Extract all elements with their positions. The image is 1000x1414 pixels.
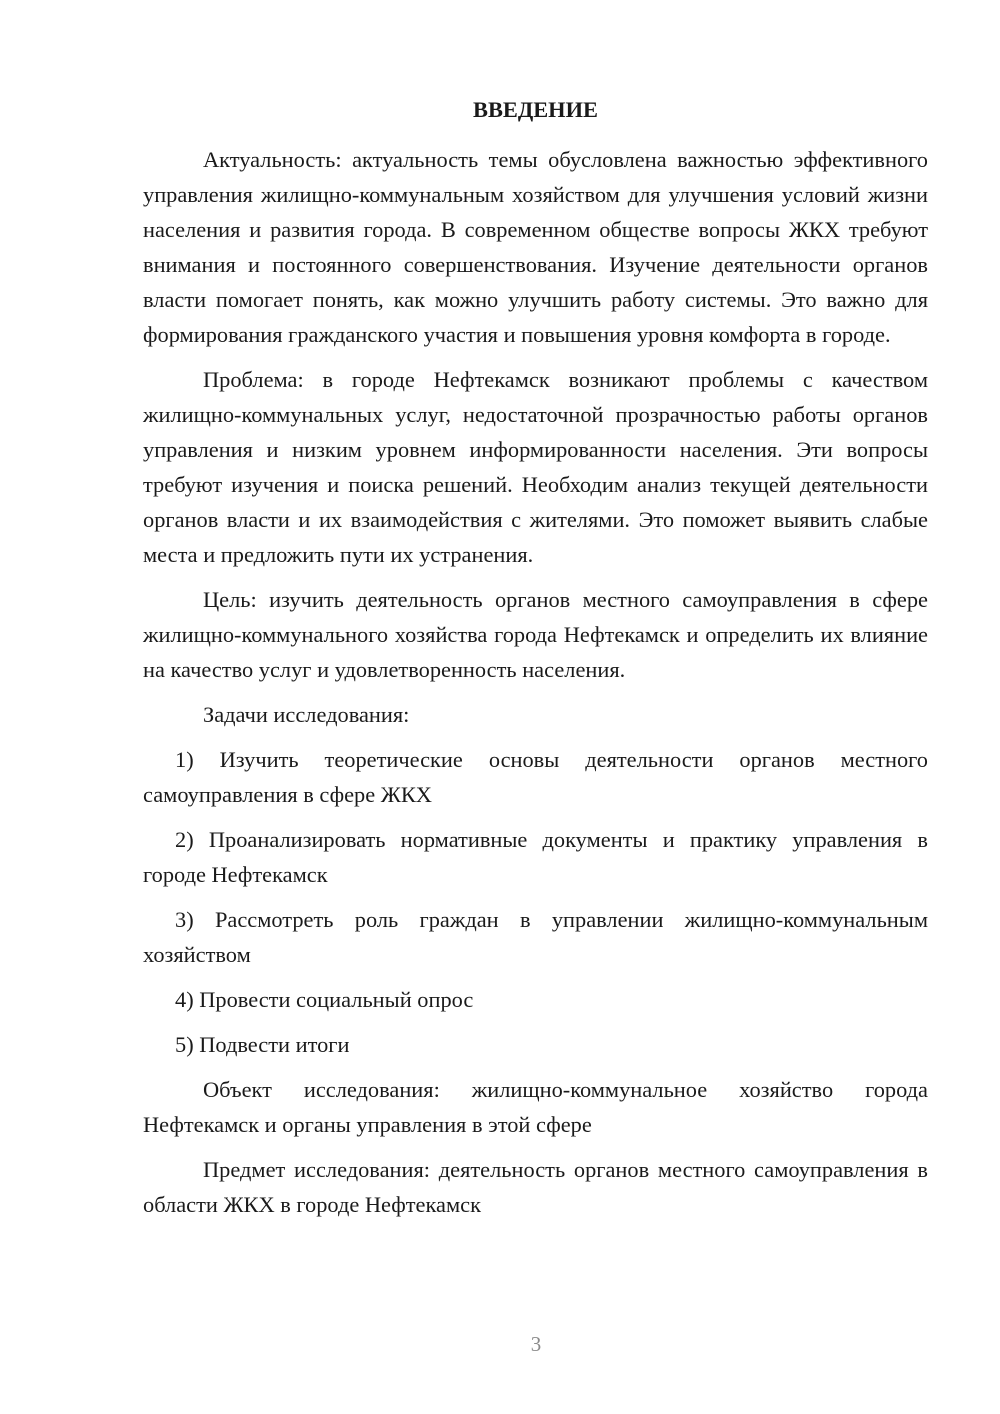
paragraph-tasks-heading: Задачи исследования: [203, 702, 410, 727]
page-number: 3 [530, 1332, 542, 1356]
paragraph-subject: Предмет исследования: деятельность органов местного самоуправления в области ЖКХ в городе Нефтекамск [143, 1157, 928, 1217]
task-item-3: 3) Рассмотреть роль граждан в управлении жилищно-коммунальным хозяйством [143, 907, 928, 967]
task-item-1: 1) Изучить теоретические основы деятельности органов местного самоуправления в сфере ЖКХ [143, 747, 928, 807]
paragraph-goal: Цель: изучить деятельность органов местного самоуправления в сфере жилищно-коммунального хозяйства города Нефтекамск и определить их влияние на качество услуг и удовлетворенность населения. [143, 587, 928, 682]
section-title: ВВЕДЕНИЕ [473, 97, 598, 122]
task-item-4: 4) Провести социальный опрос [175, 987, 474, 1012]
task-item-5: 5) Подвести итоги [175, 1032, 350, 1057]
paragraph-problem: Проблема: в городе Нефтекамск возникают проблемы с качеством жилищно-коммунальных услуг, недостаточной прозрачностью работы органов управления и низким уровнем информированности населения. Эти вопросы требуют изучения и поиска решений. Необходим анализ текущей деятельности органов власти и их взаимодействия с жителями. Это поможет выявить слабые места и предложить пути их устранения. [143, 367, 928, 567]
task-item-2: 2) Проанализировать нормативные документы и практику управления в городе Нефтекамск [143, 827, 928, 887]
document-body [143, 92, 928, 1232]
paragraph-object: Объект исследования: жилищно-коммунальное хозяйство города Нефтекамск и органы управления в этой сфере [143, 1077, 928, 1137]
paragraph-relevance: Актуальность: актуальность темы обусловлена важностью эффективного управления жилищно-коммунальным хозяйством для улучшения условий жизни населения и развития города. В современном обществе вопросы ЖКХ требуют внимания и постоянного совершенствования. Изучение деятельности органов власти помогает понять, как можно улучшить работу системы. Это важно для формирования гражданского участия и повышения уровня комфорта в городе. [143, 147, 928, 347]
